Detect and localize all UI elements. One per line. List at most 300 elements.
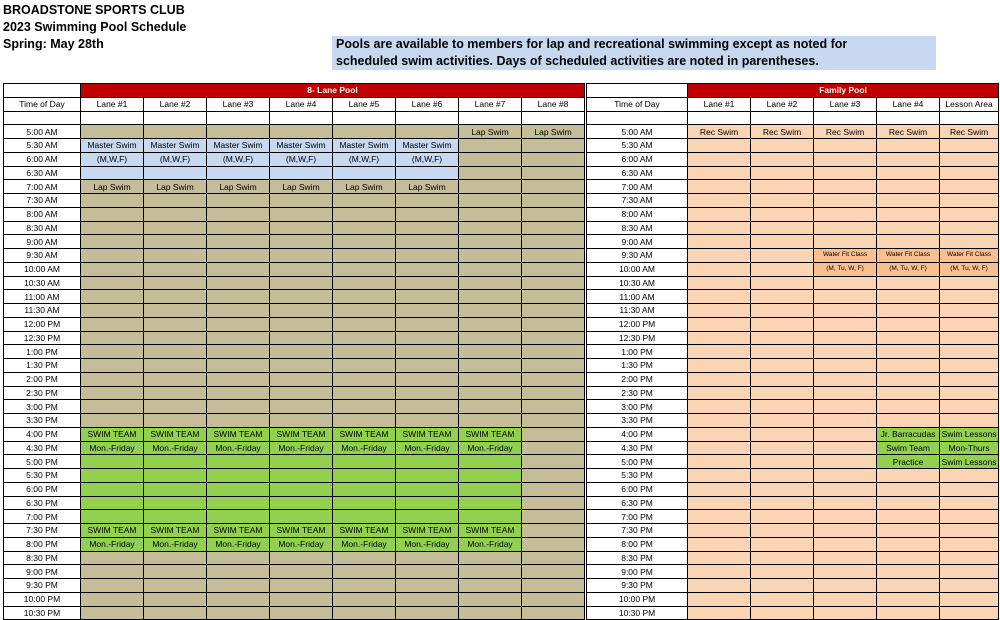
family-pool-cell bbox=[688, 331, 751, 345]
family-pool-cell bbox=[751, 235, 814, 249]
eight-lane-cell bbox=[396, 496, 459, 510]
family-time-cell: 6:30 PM bbox=[587, 496, 688, 510]
eight-lane-cell bbox=[333, 359, 396, 373]
eight-lane-cell bbox=[396, 207, 459, 221]
family-time-cell: 9:00 PM bbox=[587, 565, 688, 579]
schedule-row bbox=[4, 510, 999, 524]
schedule-row bbox=[4, 496, 999, 510]
eight-lane-cell: SWIM TEAM bbox=[396, 524, 459, 538]
schedule-row bbox=[4, 125, 999, 139]
eight-lane-cell: Lap Swim bbox=[270, 180, 333, 194]
family-pool-cell bbox=[814, 180, 877, 194]
eight-lane-cell bbox=[207, 221, 270, 235]
time-cell: 10:30 AM bbox=[4, 276, 81, 290]
eight-lane-cell bbox=[396, 235, 459, 249]
schedule-row bbox=[4, 400, 999, 414]
family-time-cell: 1:00 PM bbox=[587, 345, 688, 359]
family-pool-cell bbox=[688, 592, 751, 606]
family-pool-cell bbox=[940, 496, 999, 510]
eight-lane-cell bbox=[81, 290, 144, 304]
family-time-cell: 10:00 AM bbox=[587, 262, 688, 276]
eight-lane-cell bbox=[207, 125, 270, 139]
eight-lane-cell bbox=[207, 359, 270, 373]
family-pool-cell bbox=[940, 482, 999, 496]
eight-lane-cell bbox=[270, 592, 333, 606]
eight-lane-cell: Mon.-Friday bbox=[396, 441, 459, 455]
eight-lane-cell bbox=[522, 345, 585, 359]
family-pool-cell bbox=[751, 166, 814, 180]
club-title: BROADSTONE SPORTS CLUB bbox=[3, 3, 185, 17]
eight-lane-cell bbox=[459, 221, 522, 235]
eight-lane-cell: SWIM TEAM bbox=[459, 524, 522, 538]
eight-lane-cell bbox=[81, 400, 144, 414]
season-date: Spring: May 28th bbox=[3, 37, 104, 51]
family-pool-cell: Practice bbox=[877, 455, 940, 469]
family-time-cell: 11:30 AM bbox=[587, 304, 688, 318]
eight-lane-cell bbox=[144, 551, 207, 565]
eight-lane-cell bbox=[207, 262, 270, 276]
family-time-cell: 7:30 PM bbox=[587, 524, 688, 538]
family-pool-cell bbox=[877, 496, 940, 510]
family-pool-cell bbox=[751, 537, 814, 551]
schedule-row bbox=[4, 152, 999, 166]
eight-lane-cell bbox=[144, 304, 207, 318]
eight-lane-cell bbox=[459, 510, 522, 524]
eight-lane-cell: Mon.-Friday bbox=[207, 441, 270, 455]
eight-lane-cell bbox=[333, 331, 396, 345]
family-pool-cell bbox=[877, 139, 940, 153]
family-pool-cell bbox=[940, 565, 999, 579]
time-cell: 5:00 AM bbox=[4, 125, 81, 139]
schedule-row bbox=[4, 317, 999, 331]
family-pool-cell bbox=[877, 166, 940, 180]
family-time-cell: 10:30 PM bbox=[587, 606, 688, 620]
eight-lane-cell: Mon.-Friday bbox=[270, 537, 333, 551]
eight-lane-cell bbox=[144, 345, 207, 359]
eight-lane-cell bbox=[207, 510, 270, 524]
eight-lane-cell bbox=[81, 496, 144, 510]
title-spacer-right bbox=[587, 84, 688, 98]
eight-lane-cell bbox=[270, 414, 333, 428]
title-spacer-left bbox=[4, 84, 81, 98]
eight-lane-cell: Master Swim bbox=[144, 139, 207, 153]
eight-lane-cell bbox=[270, 194, 333, 208]
eight-lane-cell bbox=[459, 249, 522, 263]
eight-lane-cell bbox=[333, 372, 396, 386]
eight-lane-cell: (M,W,F) bbox=[396, 152, 459, 166]
family-pool-cell bbox=[751, 262, 814, 276]
family-pool-cell bbox=[940, 551, 999, 565]
eight-lane-cell bbox=[270, 221, 333, 235]
eight-lane-cell bbox=[396, 276, 459, 290]
eight-lane-cell bbox=[396, 592, 459, 606]
family-pool-cell bbox=[688, 221, 751, 235]
eight-lane-cell bbox=[270, 579, 333, 593]
eight-lane-cell bbox=[396, 469, 459, 483]
time-cell: 10:00 AM bbox=[4, 262, 81, 276]
family-pool-cell bbox=[688, 372, 751, 386]
family-pool-cell bbox=[688, 496, 751, 510]
time-cell: 6:00 AM bbox=[4, 152, 81, 166]
time-cell: 8:30 AM bbox=[4, 221, 81, 235]
schedule-row bbox=[4, 551, 999, 565]
eight-lane-cell bbox=[522, 180, 585, 194]
eight-lane-cell bbox=[459, 235, 522, 249]
family-lane-header: Lane #4 bbox=[877, 97, 940, 111]
eight-lane-cell bbox=[270, 400, 333, 414]
eight-lane-cell bbox=[333, 482, 396, 496]
family-time-cell: 4:30 PM bbox=[587, 441, 688, 455]
eight-lane-cell: SWIM TEAM bbox=[81, 524, 144, 538]
eight-lane-cell bbox=[207, 317, 270, 331]
family-pool-cell bbox=[877, 524, 940, 538]
family-pool-cell bbox=[940, 345, 999, 359]
eight-lane-cell bbox=[333, 510, 396, 524]
family-pool-cell bbox=[814, 290, 877, 304]
family-pool-cell bbox=[940, 166, 999, 180]
eight-lane-cell bbox=[522, 551, 585, 565]
schedule-row bbox=[4, 249, 999, 263]
family-time-cell: 12:30 PM bbox=[587, 331, 688, 345]
family-pool-cell bbox=[688, 510, 751, 524]
family-pool-cell: (M, Tu, W, F) bbox=[940, 262, 999, 276]
eight-lane-cell bbox=[81, 235, 144, 249]
eight-lane-cell bbox=[333, 317, 396, 331]
family-time-cell: 11:00 AM bbox=[587, 290, 688, 304]
family-pool-title: Family Pool bbox=[688, 84, 999, 98]
eight-lane-cell: Mon.-Friday bbox=[81, 441, 144, 455]
family-pool-cell: Water Fit Class bbox=[814, 249, 877, 263]
family-time-cell: 4:00 PM bbox=[587, 427, 688, 441]
family-pool-cell bbox=[940, 235, 999, 249]
eight-lane-cell bbox=[81, 262, 144, 276]
eight-lane-cell: (M,W,F) bbox=[207, 152, 270, 166]
family-pool-cell bbox=[814, 331, 877, 345]
eight-lane-cell bbox=[207, 482, 270, 496]
family-pool-cell bbox=[877, 317, 940, 331]
family-pool-cell bbox=[814, 524, 877, 538]
family-pool-cell bbox=[877, 235, 940, 249]
eight-lane-cell bbox=[459, 551, 522, 565]
eight-lane-cell bbox=[81, 455, 144, 469]
family-pool-cell bbox=[688, 290, 751, 304]
family-pool-cell bbox=[688, 262, 751, 276]
eight-lane-cell bbox=[522, 139, 585, 153]
family-pool-cell bbox=[751, 524, 814, 538]
eight-lane-cell bbox=[333, 565, 396, 579]
family-pool-cell bbox=[877, 537, 940, 551]
family-pool-cell bbox=[940, 221, 999, 235]
family-pool-cell bbox=[877, 551, 940, 565]
family-pool-cell bbox=[940, 290, 999, 304]
eight-lane-cell: Lap Swim bbox=[81, 180, 144, 194]
time-cell: 3:00 PM bbox=[4, 400, 81, 414]
eight-lane-cell bbox=[144, 194, 207, 208]
family-pool-cell bbox=[877, 579, 940, 593]
eight-lane-cell bbox=[270, 125, 333, 139]
eight-lane-cell bbox=[459, 606, 522, 620]
family-time-cell: 9:30 PM bbox=[587, 579, 688, 593]
eight-lane-cell bbox=[459, 359, 522, 373]
eight-lane-cell bbox=[333, 290, 396, 304]
schedule-row bbox=[4, 235, 999, 249]
family-pool-cell bbox=[814, 359, 877, 373]
family-pool-cell bbox=[877, 482, 940, 496]
eight-lane-cell: Mon.-Friday bbox=[333, 537, 396, 551]
family-time-cell: 8:30 PM bbox=[587, 551, 688, 565]
eight-lane-cell: SWIM TEAM bbox=[333, 524, 396, 538]
family-pool-cell bbox=[688, 249, 751, 263]
family-pool-cell bbox=[877, 304, 940, 318]
eight-lane-cell: Lap Swim bbox=[522, 125, 585, 139]
schedule-row bbox=[4, 180, 999, 194]
eight-lane-cell: Master Swim bbox=[207, 139, 270, 153]
eight-lane-cell bbox=[270, 331, 333, 345]
schedule-row bbox=[4, 262, 999, 276]
eight-lane-cell bbox=[207, 207, 270, 221]
schedule-row bbox=[4, 276, 999, 290]
eight-lane-cell bbox=[333, 606, 396, 620]
schedule-row bbox=[4, 194, 999, 208]
family-pool-cell bbox=[877, 194, 940, 208]
lane-header: Lane #7 bbox=[459, 97, 522, 111]
eight-lane-cell bbox=[522, 579, 585, 593]
eight-lane-cell bbox=[144, 235, 207, 249]
eight-lane-cell bbox=[396, 606, 459, 620]
eight-lane-cell bbox=[522, 565, 585, 579]
eight-lane-cell bbox=[270, 276, 333, 290]
eight-lane-cell bbox=[522, 606, 585, 620]
eight-lane-cell bbox=[459, 194, 522, 208]
family-pool-cell bbox=[688, 524, 751, 538]
family-time-cell: 8:30 AM bbox=[587, 221, 688, 235]
eight-lane-cell bbox=[333, 276, 396, 290]
family-pool-cell: Jr. Barracudas bbox=[877, 427, 940, 441]
time-cell: 2:30 PM bbox=[4, 386, 81, 400]
schedule-row bbox=[4, 455, 999, 469]
family-pool-cell bbox=[751, 510, 814, 524]
family-pool-cell bbox=[877, 276, 940, 290]
eight-lane-cell bbox=[81, 166, 144, 180]
eight-lane-cell bbox=[144, 482, 207, 496]
schedule-row bbox=[4, 304, 999, 318]
family-time-cell: 6:00 AM bbox=[587, 152, 688, 166]
family-pool-cell bbox=[940, 592, 999, 606]
eight-lane-cell bbox=[81, 579, 144, 593]
eight-lane-cell bbox=[270, 304, 333, 318]
family-pool-cell bbox=[940, 537, 999, 551]
schedule-row bbox=[4, 482, 999, 496]
family-pool-cell bbox=[940, 359, 999, 373]
eight-lane-cell bbox=[144, 207, 207, 221]
eight-lane-cell bbox=[522, 152, 585, 166]
notice-line-1: Pools are available to members for lap and recreational swimming except as noted for bbox=[336, 37, 848, 51]
family-pool-cell bbox=[751, 606, 814, 620]
time-cell: 9:00 AM bbox=[4, 235, 81, 249]
eight-lane-cell: (M,W,F) bbox=[333, 152, 396, 166]
lane-header: Lane #8 bbox=[522, 97, 585, 111]
family-pool-cell bbox=[751, 139, 814, 153]
eight-lane-cell: Mon.-Friday bbox=[459, 441, 522, 455]
family-pool-cell bbox=[814, 152, 877, 166]
family-pool-cell bbox=[940, 139, 999, 153]
schedule-row bbox=[4, 372, 999, 386]
lane-header: Lane #4 bbox=[270, 97, 333, 111]
eight-lane-cell bbox=[396, 551, 459, 565]
eight-lane-cell bbox=[207, 345, 270, 359]
eight-lane-cell bbox=[207, 592, 270, 606]
eight-lane-cell bbox=[270, 510, 333, 524]
eight-lane-cell: Mon.-Friday bbox=[396, 537, 459, 551]
family-lane-header: Lane #2 bbox=[751, 97, 814, 111]
eight-lane-cell bbox=[144, 125, 207, 139]
family-time-cell: 5:30 PM bbox=[587, 469, 688, 483]
family-pool-cell bbox=[688, 386, 751, 400]
family-pool-cell bbox=[751, 331, 814, 345]
eight-lane-cell bbox=[81, 221, 144, 235]
schedule-row bbox=[4, 524, 999, 538]
family-time-cell: 6:30 AM bbox=[587, 166, 688, 180]
time-cell: 7:00 PM bbox=[4, 510, 81, 524]
schedule-row bbox=[4, 441, 999, 455]
family-pool-cell bbox=[877, 221, 940, 235]
family-pool-cell bbox=[940, 579, 999, 593]
family-time-cell: 5:30 AM bbox=[587, 139, 688, 153]
family-pool-cell bbox=[688, 152, 751, 166]
eight-lane-cell bbox=[396, 194, 459, 208]
family-pool-cell bbox=[814, 579, 877, 593]
time-cell: 2:00 PM bbox=[4, 372, 81, 386]
eight-lane-cell bbox=[396, 386, 459, 400]
eight-lane-cell: SWIM TEAM bbox=[333, 427, 396, 441]
eight-lane-cell bbox=[522, 414, 585, 428]
family-pool-cell bbox=[751, 592, 814, 606]
time-cell: 5:00 PM bbox=[4, 455, 81, 469]
eight-lane-cell bbox=[333, 496, 396, 510]
time-cell: 10:30 PM bbox=[4, 606, 81, 620]
eight-lane-cell bbox=[396, 249, 459, 263]
schedule-row bbox=[4, 139, 999, 153]
schedule-row bbox=[4, 414, 999, 428]
eight-lane-cell bbox=[333, 262, 396, 276]
eight-lane-cell bbox=[396, 166, 459, 180]
eight-lane-cell: SWIM TEAM bbox=[207, 427, 270, 441]
family-pool-cell: Swim Lessons bbox=[940, 427, 999, 441]
time-header: Time of Day bbox=[587, 97, 688, 111]
eight-lane-cell bbox=[333, 414, 396, 428]
eight-lane-cell: Master Swim bbox=[396, 139, 459, 153]
family-pool-cell bbox=[940, 304, 999, 318]
eight-lane-cell bbox=[522, 304, 585, 318]
family-pool-cell: Mon-Thurs bbox=[940, 441, 999, 455]
family-pool-cell: Rec Swim bbox=[814, 125, 877, 139]
eight-lane-cell bbox=[396, 482, 459, 496]
time-cell: 5:30 AM bbox=[4, 139, 81, 153]
family-pool-cell bbox=[751, 249, 814, 263]
eight-lane-cell bbox=[522, 194, 585, 208]
family-pool-cell bbox=[814, 386, 877, 400]
eight-lane-cell bbox=[459, 469, 522, 483]
eight-lane-cell bbox=[207, 276, 270, 290]
family-pool-cell bbox=[940, 606, 999, 620]
family-pool-cell bbox=[940, 207, 999, 221]
family-pool-cell bbox=[877, 359, 940, 373]
eight-lane-cell bbox=[144, 359, 207, 373]
time-cell: 1:00 PM bbox=[4, 345, 81, 359]
eight-lane-cell bbox=[81, 606, 144, 620]
eight-lane-cell bbox=[333, 194, 396, 208]
family-pool-cell: (M, Tu, W, F) bbox=[814, 262, 877, 276]
family-pool-cell bbox=[688, 345, 751, 359]
eight-lane-cell: Lap Swim bbox=[459, 125, 522, 139]
eight-lane-cell bbox=[459, 152, 522, 166]
schedule-row bbox=[4, 537, 999, 551]
eight-lane-cell bbox=[207, 386, 270, 400]
lane-header: Lane #3 bbox=[207, 97, 270, 111]
eight-lane-cell bbox=[459, 207, 522, 221]
family-pool-cell bbox=[751, 372, 814, 386]
eight-lane-cell: (M,W,F) bbox=[270, 152, 333, 166]
family-pool-cell bbox=[688, 606, 751, 620]
family-pool-cell bbox=[877, 400, 940, 414]
eight-lane-cell: Mon.-Friday bbox=[144, 441, 207, 455]
eight-lane-cell bbox=[270, 372, 333, 386]
eight-lane-cell bbox=[144, 276, 207, 290]
family-pool-cell bbox=[688, 276, 751, 290]
family-pool-cell: Swim Lessons bbox=[940, 455, 999, 469]
eight-lane-cell bbox=[207, 166, 270, 180]
family-time-cell: 9:00 AM bbox=[587, 235, 688, 249]
family-pool-cell bbox=[688, 304, 751, 318]
eight-lane-cell bbox=[270, 262, 333, 276]
schedule-row bbox=[4, 427, 999, 441]
eight-lane-cell bbox=[333, 235, 396, 249]
eight-lane-cell bbox=[81, 386, 144, 400]
family-time-cell: 2:00 PM bbox=[587, 372, 688, 386]
family-pool-cell bbox=[814, 441, 877, 455]
eight-lane-cell bbox=[207, 331, 270, 345]
eight-lane-cell bbox=[207, 551, 270, 565]
schedule-row bbox=[4, 166, 999, 180]
family-time-cell: 2:30 PM bbox=[587, 386, 688, 400]
family-time-cell: 7:00 AM bbox=[587, 180, 688, 194]
schedule-row bbox=[4, 345, 999, 359]
family-pool-cell bbox=[940, 194, 999, 208]
eight-lane-cell: SWIM TEAM bbox=[270, 427, 333, 441]
eight-lane-cell bbox=[459, 482, 522, 496]
eight-lane-cell bbox=[333, 166, 396, 180]
eight-lane-cell bbox=[396, 359, 459, 373]
time-cell: 8:00 PM bbox=[4, 537, 81, 551]
family-pool-cell bbox=[814, 537, 877, 551]
eight-lane-cell bbox=[396, 579, 459, 593]
eight-lane-cell bbox=[396, 125, 459, 139]
lane-header: Lane #6 bbox=[396, 97, 459, 111]
family-time-cell: 1:30 PM bbox=[587, 359, 688, 373]
family-pool-cell: Rec Swim bbox=[877, 125, 940, 139]
family-pool-cell bbox=[814, 482, 877, 496]
eight-lane-cell: SWIM TEAM bbox=[81, 427, 144, 441]
eight-lane-cell bbox=[207, 249, 270, 263]
time-cell: 9:00 PM bbox=[4, 565, 81, 579]
family-pool-cell bbox=[688, 139, 751, 153]
eight-lane-cell bbox=[522, 221, 585, 235]
eight-lane-cell bbox=[81, 565, 144, 579]
eight-lane-cell bbox=[522, 469, 585, 483]
eight-lane-cell: Lap Swim bbox=[333, 180, 396, 194]
family-pool-cell bbox=[877, 331, 940, 345]
family-pool-cell bbox=[814, 414, 877, 428]
